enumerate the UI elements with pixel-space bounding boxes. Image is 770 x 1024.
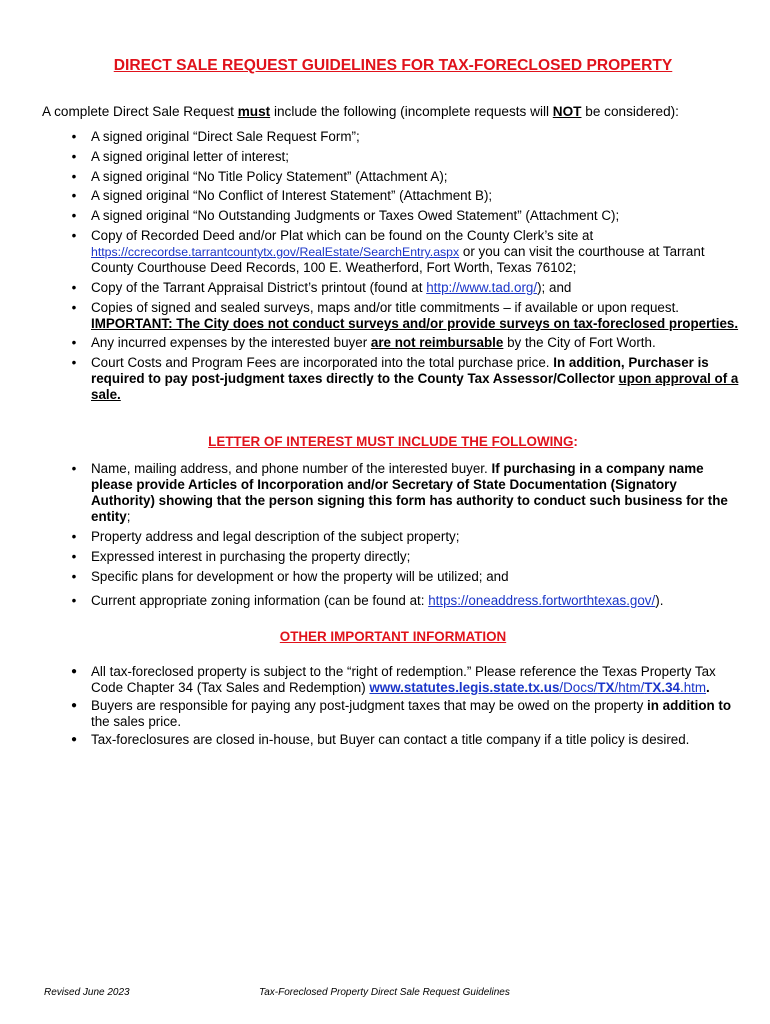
item-text: Copy of Recorded Deed and/or Plat which can be found on the County Clerk’s site at xyxy=(91,227,594,243)
item-emphasis: are not reimbursable xyxy=(370,335,504,351)
intro-paragraph xyxy=(42,104,742,120)
item-emphasis: In addition, Purchaser is required to pay post-judgment taxes directly to the County Tax Assessor/Collector xyxy=(91,355,709,387)
statutes-link-part[interactable]: TX xyxy=(597,680,615,695)
list-item xyxy=(71,549,741,565)
item-text: All tax-foreclosed property is subject to the “right of redemption.” Please reference the Texas Property Tax Code Chapter 34 (Tax Sales and Redemption) xyxy=(91,664,716,695)
item-text: A signed original “No Title Policy Statement” (Attachment A); xyxy=(91,168,448,184)
item-text: Copy of the Tarrant Appraisal District’s printout (found at xyxy=(91,279,427,295)
item-text: Current appropriate zoning information (can be found at: xyxy=(91,593,429,608)
item-text: A signed original “No Conflict of Interest Statement” (Attachment B); xyxy=(91,188,493,204)
other-info-list xyxy=(70,664,741,750)
list-item xyxy=(71,208,741,224)
item-text: Any incurred expenses by the interested buyer xyxy=(91,335,371,351)
section-heading-other: OTHER IMPORTANT INFORMATION xyxy=(279,629,507,644)
bullet: • xyxy=(71,355,77,371)
page-title: DIRECT SALE REQUEST GUIDELINES FOR TAX-FORECLOSED PROPERTY xyxy=(113,57,673,74)
bullet: • xyxy=(71,593,77,608)
bullet: • xyxy=(71,569,77,584)
bullet: • xyxy=(71,129,77,144)
list-item xyxy=(70,732,741,748)
intro-not: NOT xyxy=(552,104,582,119)
statutes-link-part[interactable]: /htm/ xyxy=(614,680,645,695)
item-text: ). xyxy=(655,593,664,608)
bullet: • xyxy=(71,188,77,204)
list-item xyxy=(71,188,741,204)
list-item xyxy=(71,593,741,609)
list-item xyxy=(71,129,741,145)
item-text: or you can visit the courthouse at Tarrant County Courthouse Deed Records, 100 E. Weatherford, Fort Worth, Texas 76102; xyxy=(91,243,705,275)
intro-text: A complete Direct Sale Request xyxy=(42,104,238,119)
list-item xyxy=(71,299,741,332)
intro-text: include the following (incomplete requests will xyxy=(270,104,553,119)
item-text: by the City of Fort Worth. xyxy=(503,335,656,351)
item-text: ; xyxy=(126,509,131,524)
item-text: Court Costs and Program Fees are incorporated into the total purchase price. xyxy=(91,355,554,371)
item-emphasis: If purchasing in a company name please provide Articles of Incorporation and/or Secretary of State Documentation (Signatory Authority) showing that the person signing this form has authority to conduct such business for the entity xyxy=(91,461,728,524)
item-text: Tax-foreclosures are closed in-house, but Buyer can contact a title company if a title policy is desired. xyxy=(91,732,690,747)
item-emphasis: in addition to xyxy=(647,698,732,713)
letter-requirements-list xyxy=(71,461,741,613)
list-item xyxy=(71,279,741,296)
item-text: Property address and legal description of the subject property; xyxy=(91,529,460,544)
bullet: • xyxy=(71,299,77,315)
list-item xyxy=(71,569,741,585)
footer-revised: Revised June 2023 xyxy=(44,987,130,998)
bullet: • xyxy=(71,461,77,476)
intro-must: must xyxy=(237,104,271,119)
section-title: LETTER OF INTEREST MUST INCLUDE THE FOLLOWING xyxy=(208,434,574,449)
item-text: . xyxy=(706,680,710,695)
bullet: • xyxy=(71,208,77,224)
bullet: ● xyxy=(70,700,78,711)
statutes-link-part[interactable]: /Docs/ xyxy=(559,680,598,695)
bullet: • xyxy=(71,529,77,544)
list-item xyxy=(70,698,741,730)
item-text: A signed original “Direct Sale Request Form”; xyxy=(91,129,360,144)
list-item xyxy=(71,355,741,403)
list-item xyxy=(71,148,741,165)
section-colon: : xyxy=(573,434,578,449)
item-text: the sales price. xyxy=(91,714,182,729)
item-text: Expressed interest in purchasing the property directly; xyxy=(91,549,411,564)
bullet: • xyxy=(71,549,77,564)
county-clerk-link[interactable]: https://ccrecordse.tarrantcountytx.gov/RealEstate/SearchEntry.aspx xyxy=(91,244,460,259)
item-text: A signed original letter of interest; xyxy=(91,148,289,164)
list-item xyxy=(71,529,741,545)
tad-link[interactable]: http://www.tad.org/ xyxy=(426,279,538,295)
bullet: ● xyxy=(70,666,78,677)
bullet: ● xyxy=(70,734,78,745)
bullet: • xyxy=(71,168,77,184)
list-item xyxy=(71,335,741,351)
item-text: Name, mailing address, and phone number of the interested buyer. xyxy=(91,461,492,476)
item-text: Buyers are responsible for paying any post-judgment taxes that may be owed on the property xyxy=(91,698,648,713)
bullet: • xyxy=(71,227,77,243)
statutes-link[interactable]: www.statutes.legis.state.tx.us xyxy=(369,680,560,695)
item-text: A signed original “No Outstanding Judgments or Taxes Owed Statement” (Attachment C); xyxy=(91,208,620,224)
item-emphasis: upon approval of a sale. xyxy=(91,371,739,403)
bullet: • xyxy=(71,279,77,295)
item-text: Specific plans for development or how the property will be utilized; and xyxy=(91,569,509,584)
bullet: • xyxy=(71,148,77,164)
statutes-link-part[interactable]: TX.34 xyxy=(644,680,680,695)
footer-doc-title: Tax-Foreclosed Property Direct Sale Request Guidelines xyxy=(259,987,510,998)
list-item xyxy=(71,227,741,276)
item-text: Copies of signed and sealed surveys, maps and/or title commitments – if available or upon request. xyxy=(91,299,680,315)
requirements-list xyxy=(71,129,741,407)
zoning-link[interactable]: https://oneaddress.fortworthtexas.gov/ xyxy=(428,593,656,608)
statutes-link-part[interactable]: .htm xyxy=(679,680,707,695)
list-item xyxy=(71,461,741,525)
item-text: ); and xyxy=(537,279,572,295)
intro-text: be considered): xyxy=(581,104,679,119)
bullet: • xyxy=(71,335,77,351)
section-heading-letter xyxy=(0,434,770,450)
list-item xyxy=(71,168,741,185)
important-note: IMPORTANT: The City does not conduct surveys and/or provide surveys on tax-foreclosed properties. xyxy=(91,315,739,331)
list-item xyxy=(70,664,741,696)
